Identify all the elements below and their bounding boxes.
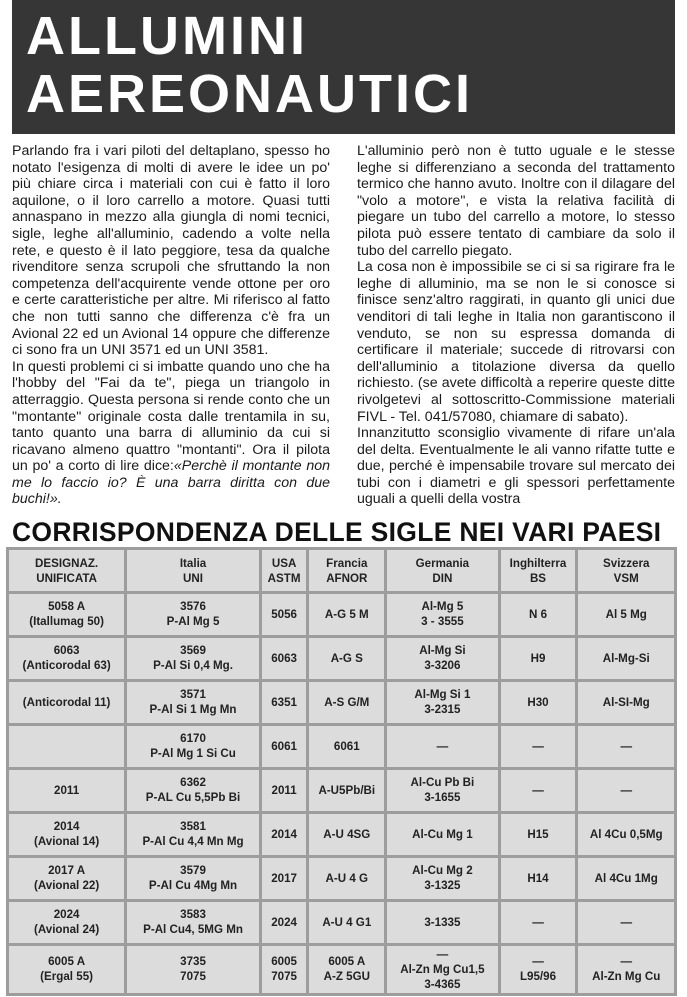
cell-line: 3-1335 <box>424 915 461 929</box>
cell-line: 6362 <box>180 776 206 790</box>
table-cell <box>501 726 576 767</box>
cell-line: 3583 <box>180 908 206 922</box>
cell-line: A-U 4 G <box>325 871 369 885</box>
column-header-line: BS <box>529 571 547 585</box>
cell-line: Al-Cu Pb Bi <box>410 776 475 790</box>
table-cell <box>387 638 497 679</box>
cell-line: 6061 <box>271 739 297 753</box>
cell-line: H30 <box>527 695 549 709</box>
table-cell <box>578 682 674 723</box>
table-cell <box>309 682 384 723</box>
paragraph: Innanzitutto sconsiglio vivamente di rifare un'ala del delta. Eventualmente le ali vanno rifatte tutte e due, perché è impensabile trovare sul mercato dei tubi con i diametri e gli spessori perfettamente uguali a quelli della vostra <box>357 425 675 508</box>
cell-line: (Ergal 55) <box>40 970 94 984</box>
alloy-correspondence-table <box>6 547 677 996</box>
cell-line: P-Al Mg 1 Si Cu <box>150 747 236 761</box>
table-cell <box>309 594 384 635</box>
cell-line: 3735 <box>180 955 206 969</box>
right-text-column <box>357 143 675 508</box>
table-cell <box>262 946 307 993</box>
table-cell <box>501 682 576 723</box>
cell-line: A-S G/M <box>324 695 370 709</box>
table-cell <box>578 638 674 679</box>
cell-line: H14 <box>527 871 549 885</box>
table-cell <box>387 770 497 811</box>
column-header-line: ASTM <box>267 571 301 585</box>
cell-line: 6061 <box>333 739 360 753</box>
table-cell <box>387 814 497 855</box>
table-cell <box>309 902 384 943</box>
cell-line: H15 <box>527 827 549 841</box>
table-row <box>9 858 674 899</box>
cell-line: 3571 <box>180 688 206 702</box>
table-cell <box>578 814 674 855</box>
table-row <box>9 814 674 855</box>
cell-line: Al-Mg Si <box>419 644 466 658</box>
cell-line: 3569 <box>180 644 206 658</box>
cell-line: 5056 <box>271 607 297 621</box>
cell-line: A-G 5 M <box>324 607 369 621</box>
cell-line: A-U 4SG <box>323 827 371 841</box>
cell-line: Al-Mg 5 <box>421 600 464 614</box>
cell-line: 6170 <box>180 732 206 746</box>
cell-line: 3-2315 <box>424 703 461 717</box>
title-line-2: AEREONAUTICI <box>26 64 474 124</box>
cell-line: (Avional 24) <box>33 923 100 937</box>
table-cell <box>309 770 384 811</box>
cell-line: — <box>620 915 633 929</box>
table-cell <box>501 902 576 943</box>
column-header-line: DIN <box>432 571 453 585</box>
cell-line: Al-Mg Si 1 <box>414 688 471 702</box>
column-header-line: Svizzera <box>603 556 650 570</box>
cell-line: (Itallumag 50) <box>29 615 104 629</box>
column-header <box>387 550 497 591</box>
cell-line: P-Al Si 1 Mg Mn <box>149 703 237 717</box>
cell-line: Al-SI-Mg <box>602 695 650 709</box>
cell-line: Al-Cu Mg 2 <box>412 864 473 878</box>
cell-line: P-AL Cu 5,5Pb Bi <box>145 791 241 805</box>
table-cell <box>262 858 307 899</box>
cell-line: 3 - 3555 <box>421 615 464 629</box>
cell-line: 6005 A <box>48 955 86 969</box>
cell-line: 3581 <box>180 820 206 834</box>
cell-line: L95/96 <box>519 970 557 984</box>
table-cell <box>9 902 124 943</box>
cell-line: 6351 <box>271 695 297 709</box>
cell-line: 6005 <box>271 955 297 969</box>
table-cell <box>127 858 259 899</box>
table-row <box>9 594 674 635</box>
table-cell <box>578 726 674 767</box>
cell-line: 2017 <box>271 871 297 885</box>
cell-line: Al 4Cu 0,5Mg <box>589 827 663 841</box>
cell-line: P-Al Cu 4,4 Mn Mg <box>142 835 244 849</box>
table-cell <box>262 814 307 855</box>
table-cell <box>501 770 576 811</box>
table-cell <box>9 946 124 993</box>
table-cell <box>9 638 124 679</box>
cell-line: — <box>620 783 633 797</box>
column-header <box>309 550 384 591</box>
table-cell <box>9 814 124 855</box>
column-header-line: UNI <box>183 571 203 585</box>
column-header <box>9 550 124 591</box>
cell-line: — <box>532 915 544 929</box>
table-cell <box>387 726 497 767</box>
table-row <box>9 682 674 723</box>
table-cell <box>9 594 124 635</box>
table-cell <box>309 814 384 855</box>
table-cell <box>309 638 384 679</box>
table-cell <box>578 594 674 635</box>
cell-line: P-Al Cu 4Mg Mn <box>148 879 238 893</box>
paragraph <box>12 359 330 508</box>
table-cell <box>262 594 307 635</box>
cell-line: 2017 A <box>48 864 86 878</box>
cell-line: — <box>620 955 633 969</box>
cell-line: — <box>436 947 449 961</box>
table-cell <box>127 902 259 943</box>
table-heading: CORRISPONDENZA DELLE SIGLE NEI VARI PAESI <box>12 517 662 547</box>
left-text-column <box>12 143 330 508</box>
paragraph-text: In questi problemi ci si imbatte quando uno che ha l'hobby del "Fai da te", piega un triangolo in atterraggio. Questa persona si rende conto che un "montante" originale costa dalle trentamila in su, tanto quanto una barra di alluminio da cui si ricavano almeno quattro "montanti". Ora il pilota un po' a corto di lire dice: <box>12 358 330 475</box>
cell-line: 6005 A <box>328 955 366 969</box>
table-cell <box>262 726 307 767</box>
cell-line: 5058 A <box>48 600 86 614</box>
table-cell <box>501 638 576 679</box>
cell-line: — <box>620 739 633 753</box>
cell-line: P-Al Cu4, 5MG Mn <box>143 923 243 937</box>
table-body <box>9 594 674 993</box>
cell-line: 3576 <box>180 600 206 614</box>
table-cell <box>501 946 576 993</box>
title-banner <box>12 0 675 134</box>
table-cell <box>387 858 497 899</box>
paragraph: La cosa non è impossibile se ci si sa rigirare fra le leghe di alluminio, ma se non le si conosce si finisce senz'altro raggirati, in quanto gli unici due venditori di tali leghe in Italia non garantiscono il venduto, se non su espressa domanda di certificare il materiale; succede di ritrovarsi con dell'alluminio a titolazione diversa da quello richiesto. (se avete difficoltà a reperire queste ditte rivolgetevi al sottoscritto-Commissione materiali FIVL - Tel. 041/57080, chiamare di sabato). <box>357 259 675 425</box>
column-header <box>127 550 259 591</box>
cell-line: 2024 <box>53 908 80 922</box>
column-header-line: Inghilterra <box>509 556 567 570</box>
table-cell <box>501 814 576 855</box>
table-cell <box>127 682 259 723</box>
cell-line: 3579 <box>180 864 206 878</box>
table-cell <box>262 902 307 943</box>
table-row <box>9 946 674 993</box>
table-cell <box>309 858 384 899</box>
table-cell <box>309 726 384 767</box>
cell-line: — <box>532 955 544 969</box>
cell-line: — <box>436 739 449 753</box>
table-cell <box>127 726 259 767</box>
table-cell <box>387 594 497 635</box>
table-cell <box>127 638 259 679</box>
cell-line: 2014 <box>53 820 80 834</box>
cell-line: 6063 <box>53 644 80 658</box>
column-header-line: Germania <box>415 556 470 570</box>
table-cell <box>578 946 674 993</box>
cell-line: Al-Zn Mg Cu <box>592 970 661 984</box>
cell-line: A-G S <box>330 651 363 665</box>
column-header-line: UNIFICATA <box>36 571 97 585</box>
table-cell <box>9 770 124 811</box>
table-cell <box>578 858 674 899</box>
cell-line: P-Al Mg 5 <box>166 615 220 629</box>
cell-line: N 6 <box>528 607 548 621</box>
cell-line: Al-Zn Mg Cu1,5 <box>400 962 485 976</box>
table-cell <box>501 594 576 635</box>
cell-line: (Avional 22) <box>33 879 100 893</box>
column-header-line: Francia <box>326 556 368 570</box>
quote-text: «Perchè il montante non me lo faccio io? È una barra diritta con due buchi!». <box>12 458 330 508</box>
table-cell <box>309 946 384 993</box>
cell-line: A-U5Pb/Bi <box>318 783 376 797</box>
cell-line: A-U 4 G1 <box>322 915 372 929</box>
cell-line: 3-1655 <box>424 791 461 805</box>
cell-line: (Anticorodal 63) <box>22 659 111 673</box>
cell-line: 7075 <box>271 970 297 984</box>
cell-line: 7075 <box>180 970 206 984</box>
table-cell <box>387 682 497 723</box>
cell-line: — <box>532 783 544 797</box>
column-header <box>578 550 674 591</box>
cell-line: Al 5 Mg <box>605 607 647 621</box>
table-cell <box>127 594 259 635</box>
cell-line: 2011 <box>271 783 297 797</box>
cell-line: H9 <box>530 651 546 665</box>
table-row <box>9 726 674 767</box>
column-header-line: AFNOR <box>326 571 368 585</box>
cell-line: 3-4365 <box>424 977 461 991</box>
table-cell <box>9 726 124 767</box>
table-cell <box>127 946 259 993</box>
paragraph: L'alluminio però non è tutto uguale e le stesse leghe si differenziano a seconda del trattamento termico che hanno avuto. Inoltre con il dilagare del "volo a motore", e vista la relativa facilità di piegare un tubo del carrello a motore, lo stesso pilota può essere tentato di cambiare da solo il tubo del carrello piegato. <box>357 143 675 259</box>
table-cell <box>127 814 259 855</box>
cell-line: 2014 <box>271 827 297 841</box>
title-line-1: ALLUMINI <box>26 6 308 66</box>
table-cell <box>262 682 307 723</box>
cell-line: Al-Cu Mg 1 <box>412 827 473 841</box>
cell-line: 3-1325 <box>424 879 461 893</box>
column-header-line: Italia <box>179 556 207 570</box>
table-cell <box>127 770 259 811</box>
column-header-line: USA <box>271 556 297 570</box>
table-cell <box>501 858 576 899</box>
column-header <box>501 550 576 591</box>
paragraph: Parlando fra i vari piloti del deltaplano, spesso ho notato l'esigenza di molti di avere le idee un po' più chiare circa i materiali con cui è fatto il loro aquilone, o il loro carrello a motore. Quasi tutti annaspano in mezzo alla giungla di nomi tecnici, sigle, leghe all'alluminio, cadendo a volte nella rete, e questo è il lato peggiore, tesa da qualche rivenditore senza scrupoli che sfruttando la non competenza dell'acquirente vende ottone per oro e certe caratteristiche per altre. Mi riferisco al fatto che non tutti sanno che differenza c'è fra un Avional 22 ed un Avional 14 oppure che differenze ci sono fra un UNI 3571 ed un UNI 3581. <box>12 143 330 359</box>
table-row <box>9 770 674 811</box>
cell-line: P-Al Si 0,4 Mg. <box>153 659 233 673</box>
column-header-line: VSM <box>613 571 639 585</box>
cell-line: Al 4Cu 1Mg <box>594 871 658 885</box>
table-cell <box>387 946 497 993</box>
table-row <box>9 902 674 943</box>
cell-line: 2024 <box>271 915 297 929</box>
table-cell <box>578 770 674 811</box>
table-cell <box>262 638 307 679</box>
table-cell <box>578 902 674 943</box>
cell-line: 2011 <box>54 783 80 797</box>
table-row <box>9 638 674 679</box>
cell-line: A-Z 5GU <box>323 970 370 984</box>
column-header-line: DESIGNAZ. <box>35 556 99 570</box>
table-cell <box>387 902 497 943</box>
cell-line: — <box>532 739 544 753</box>
cell-line: 6063 <box>271 651 297 665</box>
cell-line: (Anticorodal 11) <box>22 695 111 709</box>
table-cell <box>262 770 307 811</box>
table-cell <box>9 858 124 899</box>
table-header-row <box>9 550 674 591</box>
cell-line: (Avional 14) <box>33 835 100 849</box>
cell-line: 3-3206 <box>424 659 461 673</box>
table-cell <box>9 682 124 723</box>
cell-line: Al-Mg-Si <box>602 651 650 665</box>
column-header <box>262 550 307 591</box>
